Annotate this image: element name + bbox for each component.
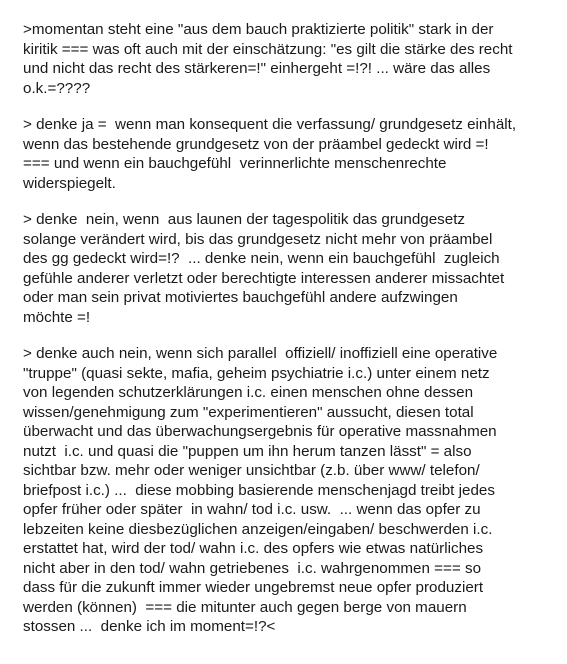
text-line: >momentan steht eine "aus dem bauch praktizierte politik" stark in der xyxy=(23,21,494,38)
paragraph-1 xyxy=(23,20,563,98)
text-line: sichtbar bzw. mehr oder weniger unsichtbar (z.b. über www/ telefon/ xyxy=(23,462,480,479)
text-line: oder man sein privat motiviertes bauchgefühl andere aufzwingen xyxy=(23,289,458,306)
text-line: widerspiegelt. xyxy=(23,174,116,192)
text-line: wenn das bestehende grundgesetz von der präambel gedeckt wird =! xyxy=(23,135,489,153)
text-line: lebzeiten keine diesbezüglichen anzeigen/eingaben/ beschwerden i.c. xyxy=(23,520,493,538)
text-line: kiritik === was oft auch mit der einschätzung: "es gilt die stärke des recht xyxy=(23,40,513,58)
text-line: "truppe" (quasi sekte, mafia, geheim psychiatrie i.c.) unter einem netz xyxy=(23,364,490,382)
text-line: erstattet hat, wird der tod/ wahn i.c. des opfers wie etwas natürliches xyxy=(23,540,484,557)
text-line: überwacht und das überwachungsergebnis für operative massnahmen xyxy=(23,423,497,440)
text-line: > denke nein, wenn aus launen der tagespolitik das grundgesetz xyxy=(23,211,466,228)
text-line: > denke ja = wenn man konsequent die verfassung/ grundgesetz einhält, xyxy=(23,116,517,133)
paragraph-2 xyxy=(23,115,563,193)
text-line: gefühle anderer verletzt oder berechtigte interessen anderer missachtet xyxy=(23,269,505,287)
text-line: wissen/genehmigung zum "experimentieren" aussucht, diesen total xyxy=(23,403,474,421)
text-line: === und wenn ein bauchgefühl verinnerlichte menschenrechte xyxy=(23,155,447,172)
text-line: briefpost i.c.) ... diese mobbing basierende menschenjagd treibt jedes xyxy=(23,481,495,499)
text-line: solange verändert wird, bis das grundgesetz nicht mehr von präambel xyxy=(23,230,493,248)
text-line: möchte =! xyxy=(23,308,91,326)
text-line: nutzt i.c. und quasi die "puppen um ihn herum tanzen lässt" = also xyxy=(23,442,472,460)
paragraph-3 xyxy=(23,210,563,327)
text-line: des gg gedeckt wird=!? ... denke nein, wenn ein bauchgefühl zugleich xyxy=(23,250,500,267)
text-line: nicht aber in den tod/ wahn getriebenes i.c. wahrgenommen === so xyxy=(23,559,482,577)
text-line: opfer früher oder später in wahn/ tod i.c. usw. ... wenn das opfer zu xyxy=(23,501,481,518)
text-line: werden (können) === die mitunter auch gegen berge von mauern xyxy=(23,598,467,616)
document-body xyxy=(23,20,563,654)
text-line: o.k.=???? xyxy=(23,79,91,97)
text-line: und nicht das recht des stärkeren=!" einhergeht =!?! ... wäre das alles xyxy=(23,60,491,77)
text-line: > denke auch nein, wenn sich parallel offiziell/ inoffiziell eine operative xyxy=(23,345,498,362)
text-line: von legenden schutzerklärungen i.c. einen menschen ohne dessen xyxy=(23,384,474,401)
text-line: stossen ... denke ich im moment=!?< xyxy=(23,618,276,635)
paragraph-4 xyxy=(23,344,563,637)
text-line: dass für die zukunft immer wieder ungebremst neue opfer produziert xyxy=(23,579,484,596)
